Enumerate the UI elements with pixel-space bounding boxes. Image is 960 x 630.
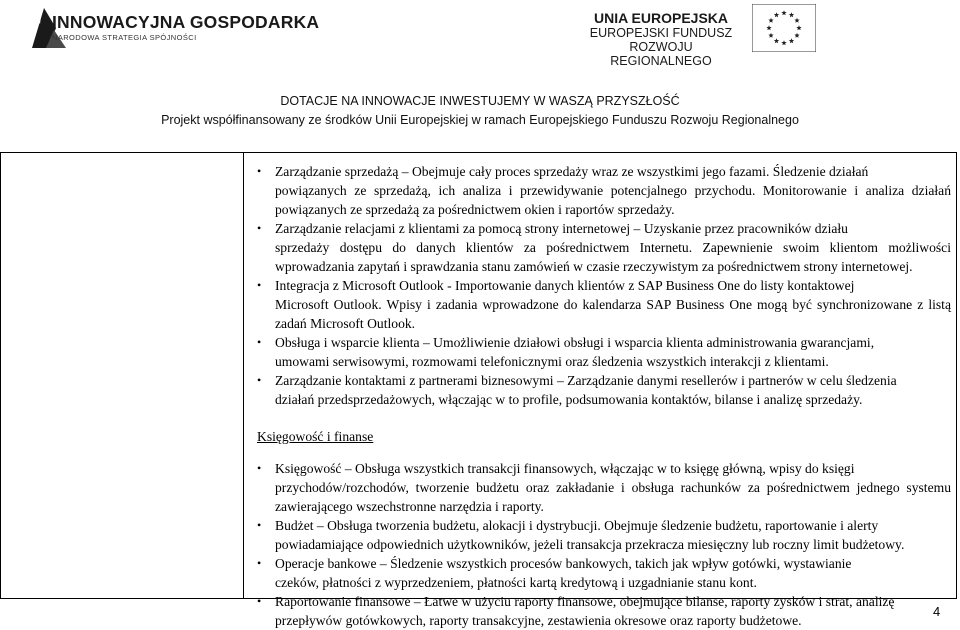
bullet-icon: • [257, 518, 262, 532]
page-number: 4 [933, 604, 941, 619]
list-item-text: działań przedsprzedażowych, włączając w to profile, podsumowania kontaktów, bilanse i analizę sprzedaży. [275, 392, 863, 407]
module-description-cell [257, 162, 951, 630]
table-column-divider [243, 152, 244, 599]
eu-logo-line2: EUROPEJSKI FUNDUSZ [589, 26, 733, 40]
list-item [257, 219, 951, 276]
eu-logo-line1: UNIA EUROPEJSKA [593, 10, 729, 26]
list-item [257, 592, 951, 630]
ig-logo-subtitle: NARODOWA STRATEGIA SPÓJNOŚCI [52, 33, 197, 42]
list-item-text: przychodów/rozchodów, tworzenie budżetu oraz zakładanie i obsługa rachunków za pośrednictwem jednego systemu zawierającego wszechstronne narzędzia i raporty. [275, 480, 951, 514]
crm-feature-list [257, 162, 951, 409]
list-item-text: powiązanych ze sprzedażą, ich analiza i przewidywanie potencjalnego przychodu. Monitorowanie i analiza działań powiązanych ze sprzedażą za pośrednictwem okien i raportów sprzedaży. [275, 183, 951, 217]
list-item-lead: Zarządzanie sprzedażą – Obejmuje cały proces sprzedaży wraz ze wszystkimi jego fazami. Śledzenie działań [275, 164, 869, 179]
list-item [257, 276, 951, 333]
list-item-text: sprzedaży dostępu do danych klientów za pośrednictwem Internetu. Zapewnienie swoim klientom możliwości wprowadzania zapytań i sprawdzania stanu zamówień w czasie rzeczywistym za pośrednictwem strony internetowej. [275, 240, 951, 274]
header-slogan: DOTACJE NA INNOWACJE INWESTUJEMY W WASZĄ PRZYSZŁOŚĆ [280, 94, 680, 108]
bullet-icon: • [257, 164, 262, 178]
list-item-lead: Raportowanie finansowe – Łatwe w użyciu raporty finansowe, obejmujące bilanse, raporty zysków i strat, analizę [275, 594, 895, 609]
list-item-lead: Zarządzanie relacjami z klientami za pomocą strony internetowej – Uzyskanie przez pracowników działu [275, 221, 848, 236]
ig-logo-title: INNOWACYJNA GOSPODARKA [52, 12, 320, 32]
list-item [257, 162, 951, 219]
list-item [257, 371, 951, 409]
bullet-icon: • [257, 278, 262, 292]
list-item-lead: Budżet – Obsługa tworzenia budżetu, alokacji i dystrybucji. Obejmuje śledzenie budżetu, raportowanie i alerty [275, 518, 879, 533]
list-item-lead: Integracja z Microsoft Outlook - Importowanie danych klientów z SAP Business One do listy kontaktowej [275, 278, 855, 293]
list-item [257, 459, 951, 516]
eu-flag-icon [752, 4, 816, 52]
bullet-icon: • [257, 221, 262, 235]
bullet-icon: • [257, 461, 262, 475]
list-item-lead: Zarządzanie kontaktami z partnerami biznesowymi – Zarządzanie danymi resellerów i partnerów w celu śledzenia [275, 373, 897, 388]
section-title-finance: Księgowość i finanse [257, 429, 374, 444]
list-item-lead: Operacje bankowe – Śledzenie wszystkich procesów bankowych, takich jak wpływ gotówki, wystawianie [275, 556, 852, 571]
list-item-text: Microsoft Outlook. Wpisy i zadania wprowadzone do kalendarza SAP Business One mogą być synchronizowane z listą zadań Microsoft Outlook. [275, 297, 951, 331]
list-item-lead: Księgowość – Obsługa wszystkich transakcji finansowych, włączając w to księgę główną, wpisy do księgi [275, 461, 855, 476]
list-item [257, 333, 951, 371]
list-item-lead: Obsługa i wsparcie klienta – Umożliwienie działowi obsługi i wsparcia klienta administrowania gwarancjami, [275, 335, 875, 350]
list-item-text: czeków, płatności z wyprzedzeniem, płatności kartą kredytową i uzgadnianie stanu kont. [275, 575, 757, 590]
list-item-text: powiadamiające odpowiednich użytkowników, jeżeli transakcja przekracza miesięczny lub roczny limit budżetowy. [275, 537, 905, 552]
list-item [257, 554, 951, 592]
list-item-text: umowami serwisowymi, rozmowami telefonicznymi oraz śledzenia wszystkich interakcji z klientami. [275, 354, 829, 369]
list-item [257, 516, 951, 554]
eu-logo-line3: ROZWOJU REGIONALNEGO [610, 40, 712, 68]
eu-logo-text [586, 10, 736, 68]
header-cofinancing-note: Projekt współfinansowany ze środków Unii Europejskiej w ramach Europejskiego Funduszu Rozwoju Regionalnego [161, 113, 799, 127]
list-item-text: przepływów gotówkowych, raporty transakcyjne, zestawienia okresowe oraz raporty budżetowe. [275, 613, 802, 628]
finance-feature-list [257, 459, 951, 630]
bullet-icon: • [257, 556, 262, 570]
bullet-icon: • [257, 594, 262, 608]
bullet-icon: • [257, 335, 262, 349]
bullet-icon: • [257, 373, 262, 387]
